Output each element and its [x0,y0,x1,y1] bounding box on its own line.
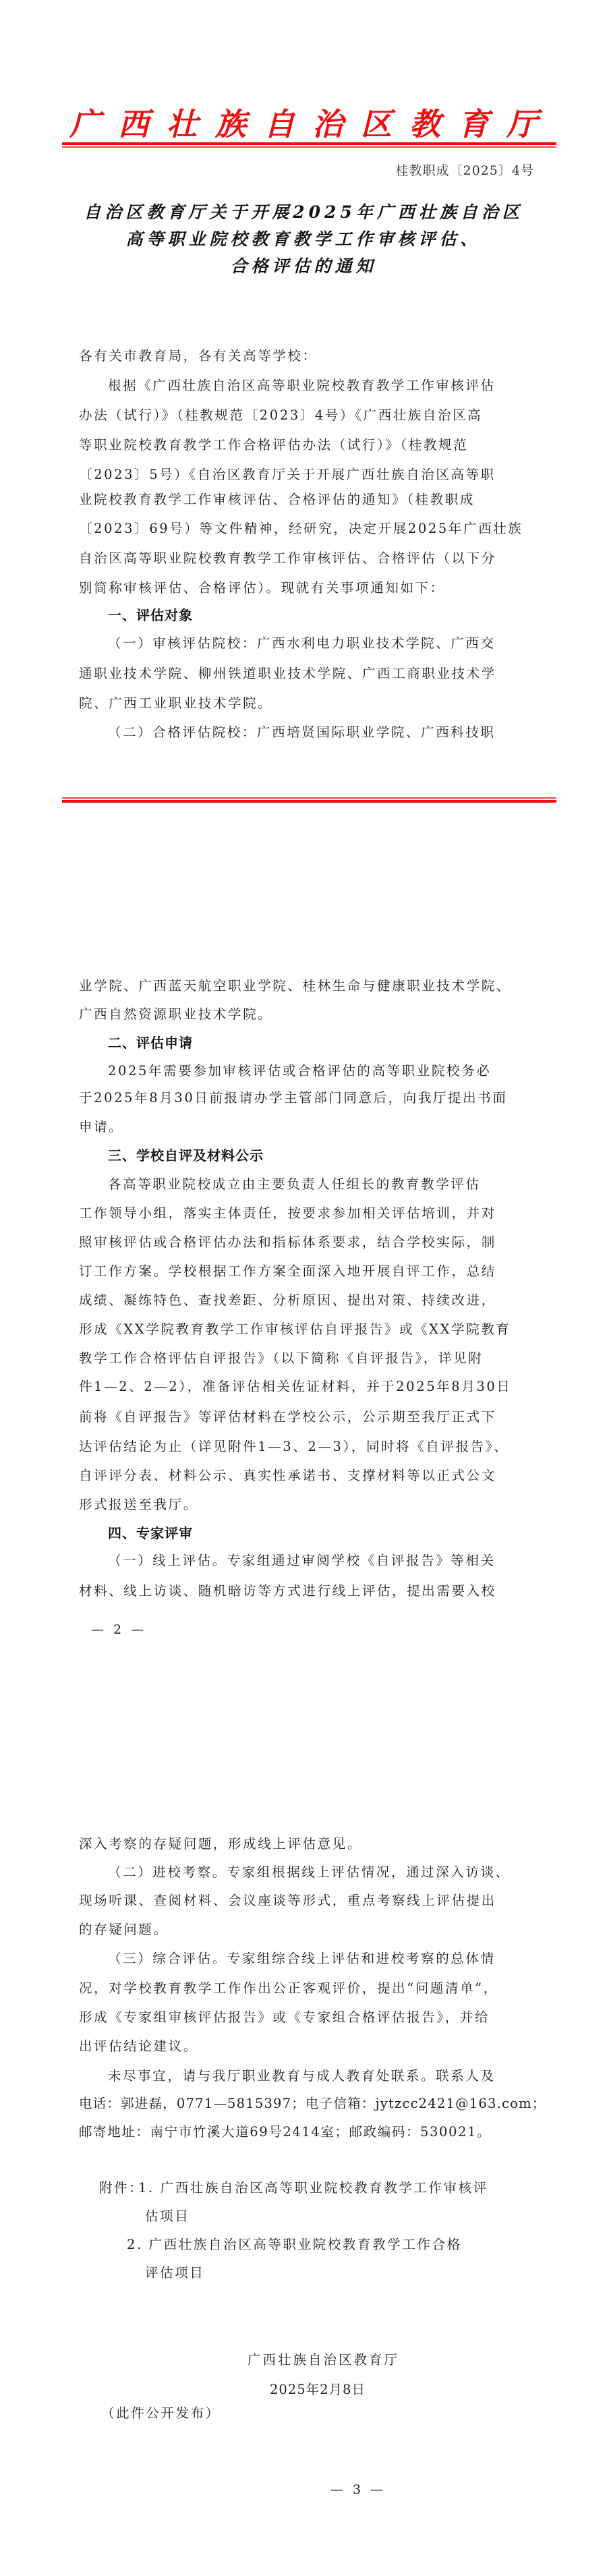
section-heading-2: 二、评估申请 [108,1035,193,1051]
section-line: 工作领导小组，落实主体责任，按要求参加相关评估培训，并对 [79,1205,496,1221]
section-line: 出评估结论建议。 [79,2038,198,2054]
section-line: 件1—2、2—2），准备评估相关佐证材料，并于2025年8月30日 [79,1379,512,1394]
section-line: 况，对学校教育教学工作作出公正客观评价，提出“问题清单”， [79,1980,498,1996]
section-line: （一）审核评估院校：广西水利电力职业技术学院、广西交 [108,635,496,651]
section-line: 的存疑问题。 [79,1922,169,1937]
section-line: 院、广西工业职业技术学院。 [79,695,273,711]
attachments-label: 附件： [99,2180,144,2196]
section-line: 通职业技术学院、柳州铁道职业技术学院、广西工商职业技术学 [79,666,496,681]
signature-date: 2025年2月8日 [270,2382,366,2397]
page-number-2: — 2 — [91,1622,147,1637]
intro-line: 等职业院校教育教学工作合格评估办法（试行）》（桂教规范 [79,437,469,453]
section-line: 形成《XX学院教育教学工作审核评估自评报告》或《XX学院教育 [79,1321,511,1337]
attachment-item-2: 2. 广西壮族自治区高等职业院校教育教学工作合格 [127,2237,462,2252]
section-line: 前将《自评报告》等评估材料在学校公示，公示期至我厅正式下 [79,1409,496,1425]
section-line: 各高等职业院校成立由主要负责人任组长的教育教学评估 [108,1176,481,1192]
contact-line: 未尽事宜，请与我厅职业教育与成人教育处联系。联系人及 [108,2068,496,2084]
title-line-3: 合格评估的通知 [230,256,377,276]
section-line: （二）合格评估院校：广西培贤国际职业学院、广西科技职 [108,724,496,740]
attachment-item-1-cont: 估项目 [145,2208,190,2224]
section-line: 2025年需要参加审核评估或合格评估的高等职业院校务必 [108,1063,492,1079]
title-line-2: 高等职业院校教育教学工作审核评估、 [125,229,482,249]
page-number-3: — 3 — [330,2482,386,2497]
section-line: （二）进校考察。专家组根据线上评估情况，通过深入访谈、 [108,1864,511,1880]
section-line: 订工作方案。学校根据工作方案全面深入地开展自评工作，总结 [79,1263,496,1279]
disclosure-note: （此件公开发布） [101,2405,221,2421]
attachment-item-2-cont: 评估项目 [145,2265,205,2281]
contact-line: 电话：郭进磊，0771—5815397；电子信箱：jytzcc2421@163.com； [79,2096,546,2111]
section-line: 广西自然资源职业技术学院。 [79,1006,273,1022]
section-heading-4: 四、专家评审 [108,1525,193,1541]
section-line: 申请。 [79,1119,124,1135]
section-line: 成绩、凝练特色、查找差距、分析原因、提出对策、持续改进， [79,1292,496,1308]
section-line: （一）线上评估。专家组通过审阅学校《自评报告》等相关 [108,1553,496,1568]
section-line: 照审核评估或合格评估办法和指标体系要求，结合学校实际，制 [79,1234,496,1250]
intro-line: 业院校教育教学工作审核评估、合格评估的通知》（桂教职成 [79,492,475,507]
section-line: 现场听课、查阅材料、会议座谈等形式，重点考察线上评估提出 [79,1893,496,1908]
document-number: 桂教职成〔2025〕4号 [395,163,534,178]
section-line: 自评评分表、材料公示、真实性承诺书、支撑材料等以正式公文 [79,1468,496,1483]
section-line: 教学工作合格评估自评报告》（以下简称《自评报告》，详见附 [79,1350,484,1366]
addressee: 各有关市教育局，各有关高等学校： [79,348,318,364]
title-line-1: 自治区教育厅关于开展2025年广西壮族自治区 [84,202,523,222]
signature-issuer: 广西壮族自治区教育厅 [248,2352,400,2368]
section-line: 形成《专家组审核评估报告》或《专家组合格评估报告》，并给 [79,2009,490,2025]
intro-line: 别简称审核评估、合格评估）。现就有关事项通知如下： [79,580,445,596]
section-line: 形式报送至我厅。 [79,1497,198,1512]
intro-line: 〔2023〕69号）等文件精神，经研究，决定开展2025年广西壮族 [79,521,523,536]
masthead-red-rule [62,142,556,148]
page-break-red-rule [62,797,556,803]
attachment-item-1: 1. 广西壮族自治区高等职业院校教育教学工作审核评 [138,2180,488,2196]
section-line: （三）综合评估。专家组综合线上评估和进校考察的总体情 [108,1951,496,1966]
section-heading-3: 三、学校自评及材料公示 [108,1147,264,1164]
intro-line: 根据《广西壮族自治区高等职业院校教育教学工作审核评估 [108,378,496,393]
section-line: 达评估结论为止（详见附件1—3、2—3），同时将《自评报告》、 [79,1439,509,1454]
intro-line: 自治区高等职业院校教育教学工作审核评估、合格评估（以下分 [79,550,496,566]
section-line: 于2025年8月30日前报请办学主管部门同意后，向我厅提出书面 [79,1090,508,1106]
contact-line: 邮寄地址：南宁市竹溪大道69号2414室；邮政编码：530021。 [79,2124,492,2140]
rule-thick-line [62,800,556,803]
intro-line: 办法（试行）》（桂教规范〔2023〕4号）《广西壮族自治区高 [79,407,483,423]
section-line: 材料、线上访谈、随机暗访等方式进行线上评估，提出需要入校 [79,1583,496,1599]
issuer-masthead: 广西壮族自治区教育厅 [69,106,555,142]
section-line: 业学院、广西蓝天航空职业学院、桂林生命与健康职业技术学院、 [79,978,511,994]
intro-line: 〔2023〕5号）《自治区教育厅关于开展广西壮族自治区高等职 [79,467,496,482]
section-heading-1: 一、评估对象 [108,607,193,623]
section-line: 深入考察的存疑问题，形成线上评估意见。 [79,1836,362,1852]
rule-thin-line [62,146,556,148]
